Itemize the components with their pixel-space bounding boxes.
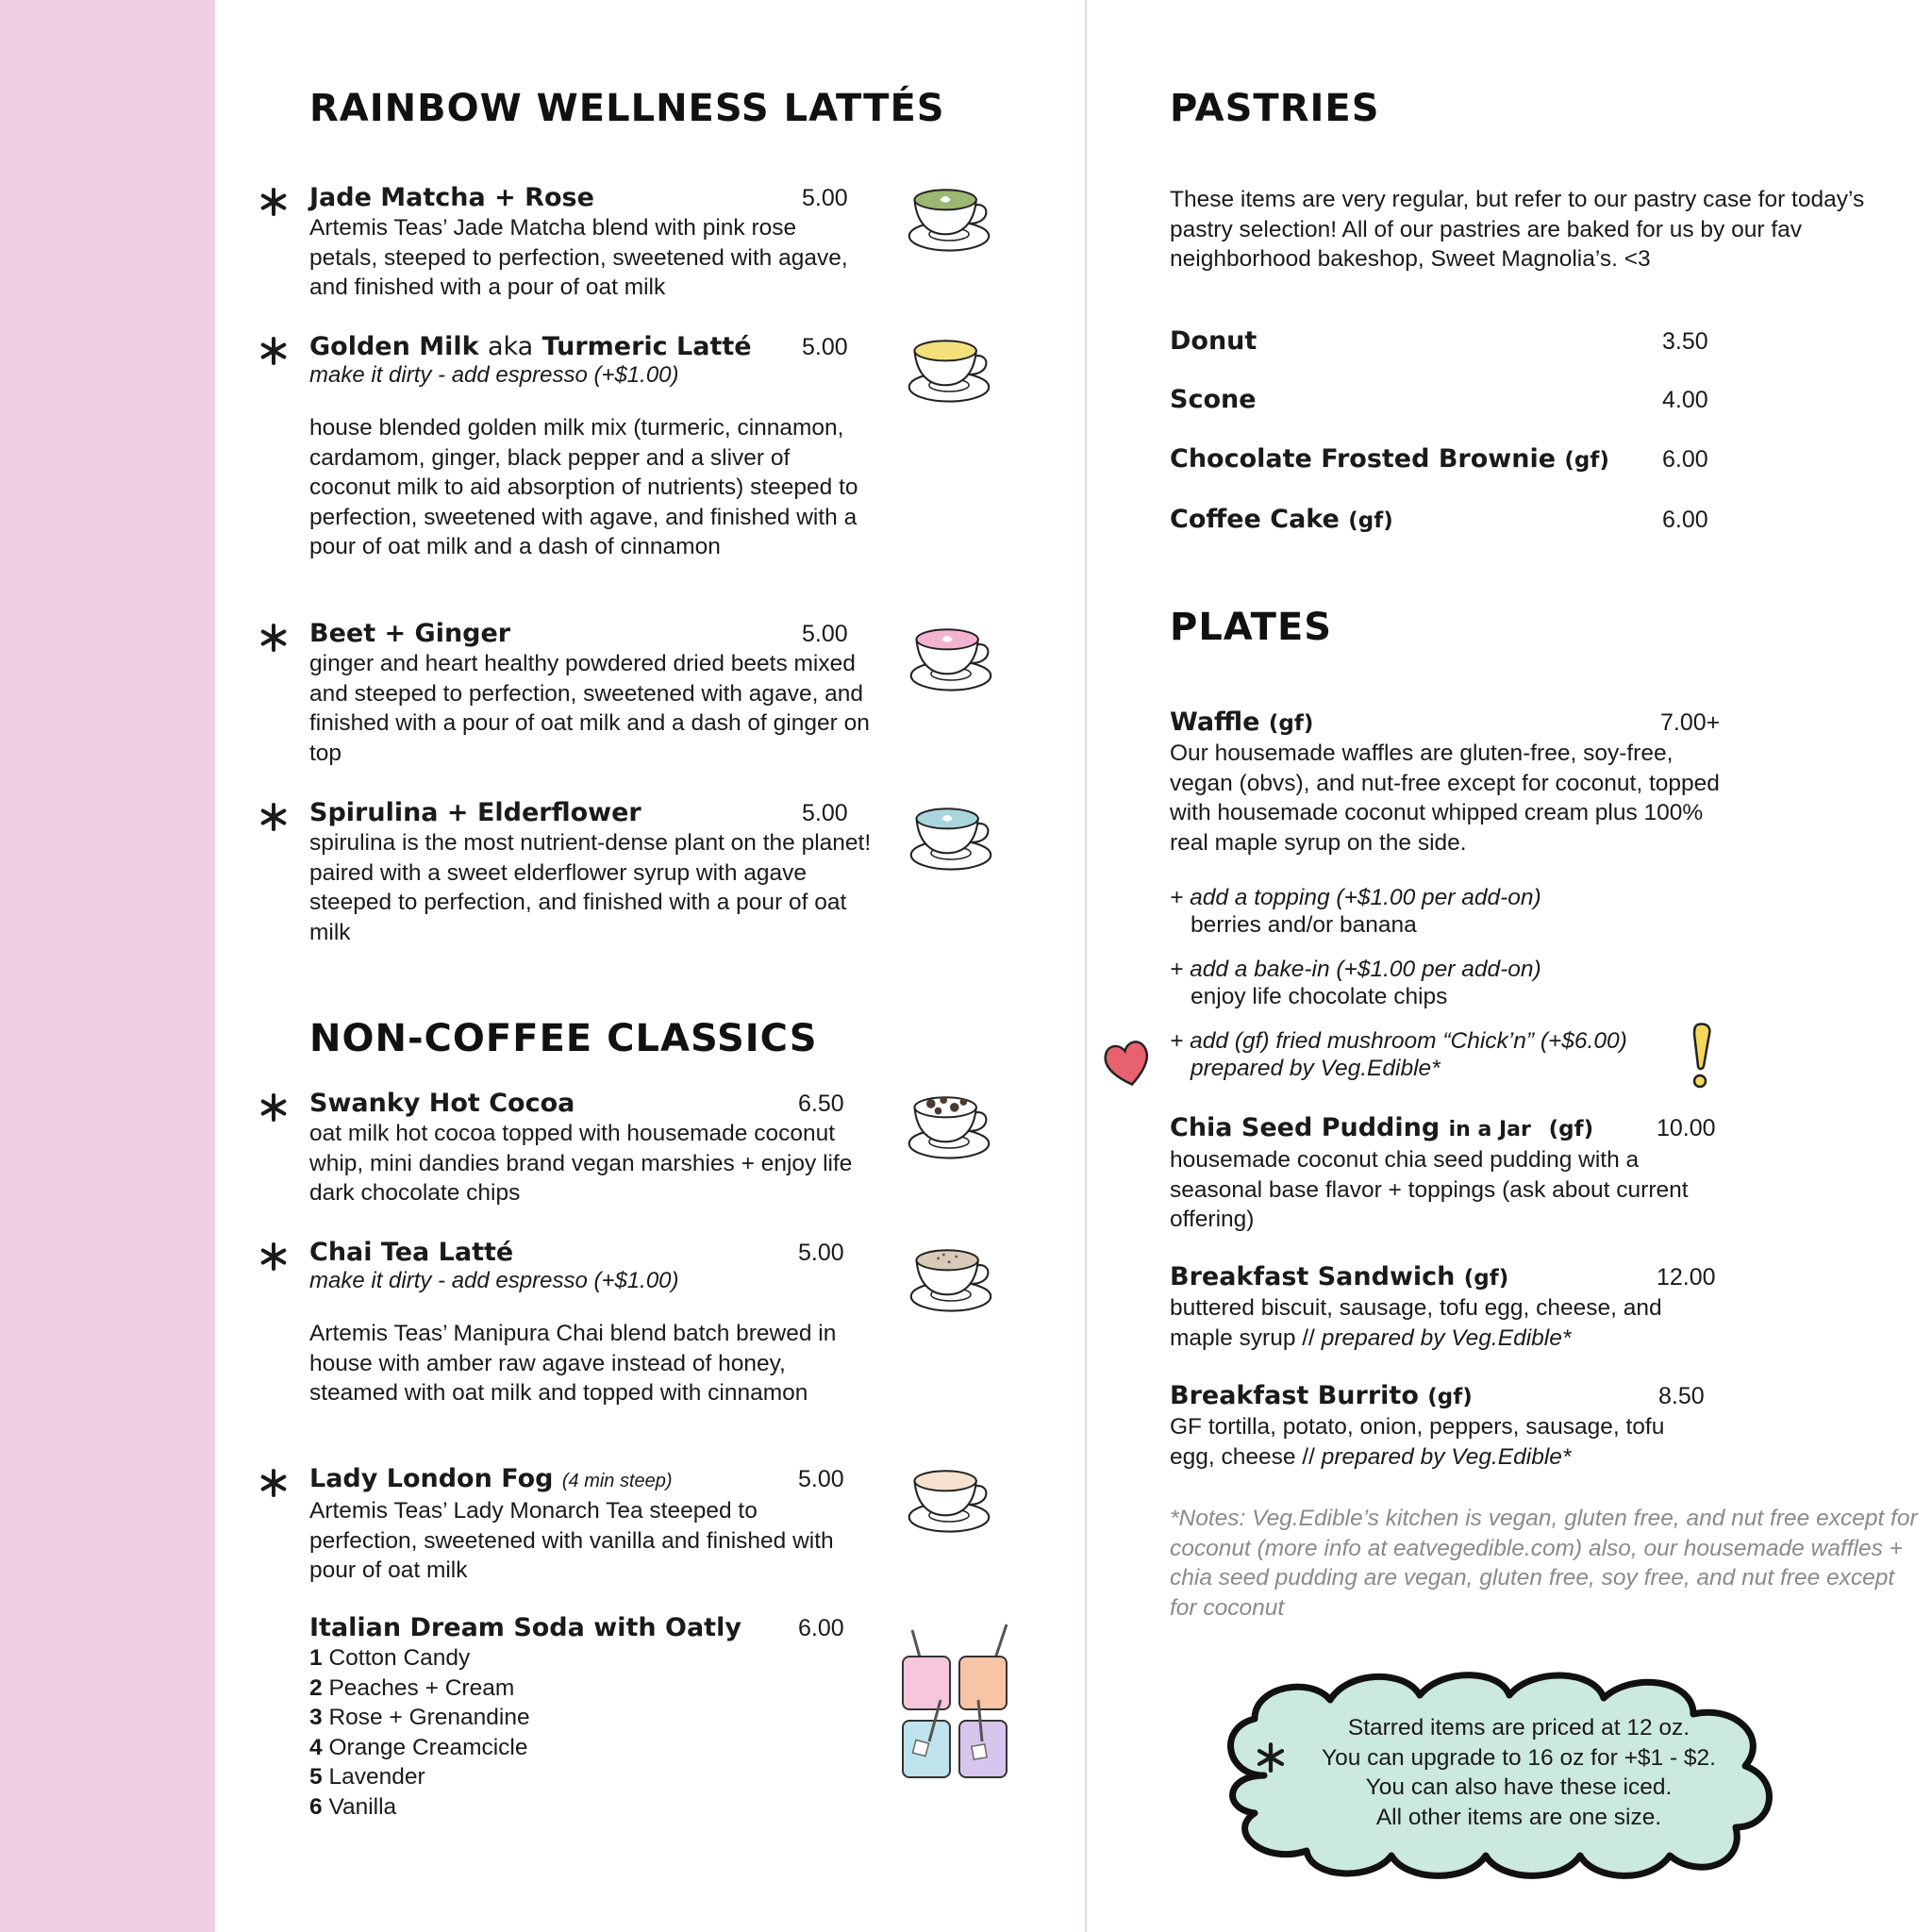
- flavor-option: 2 Peaches + Cream: [309, 1674, 515, 1701]
- addon-detail: berries and/or banana: [1191, 911, 1417, 938]
- flavor-option: 3 Rose + Grenandine: [309, 1705, 530, 1730]
- pastry-price: 6.00: [1662, 446, 1708, 473]
- addon-bake-in: [1170, 955, 1541, 1009]
- item-price: 5.00: [802, 621, 848, 647]
- pastry-row: [1170, 385, 1717, 417]
- item-price: 5.00: [802, 185, 848, 211]
- spirulina-latte-cup-icon: [906, 798, 996, 875]
- menu-item-beet-ginger: [309, 619, 894, 768]
- item-name: Breakfast Sandwich: [1170, 1262, 1456, 1291]
- item-name-aka: aka: [487, 332, 534, 361]
- addon-topping: [1170, 883, 1541, 938]
- item-name: Lady London Fog: [309, 1464, 554, 1493]
- item-tag: (gf): [1427, 1385, 1473, 1409]
- item-name: Italian Dream Soda with Oatly: [309, 1613, 741, 1642]
- matcha-latte-cup-icon: [904, 179, 994, 257]
- london-fog-cup-icon: [904, 1460, 994, 1538]
- addon-detail: enjoy life chocolate chips: [1191, 983, 1448, 1009]
- pricing-note-line: You can also have these iced.: [1365, 1774, 1673, 1800]
- star-icon: [258, 336, 289, 366]
- exclamation-icon: [1687, 1021, 1717, 1094]
- pastry-price: 4.00: [1662, 387, 1708, 413]
- addon-title: + add (gf) fried mushroom “Chick’n” (+$6.00): [1170, 1028, 1627, 1054]
- item-prepared-by: prepared by Veg.Edible*: [1321, 1443, 1572, 1470]
- item-description: GF tortilla, potato, onion, peppers, sausage, tofu egg, cheese //: [1170, 1414, 1665, 1470]
- pastries-intro: These items are very regular, but refer to our pastry case for today’s pastry selection! All of our pastries are baked for us by our fav neighborhood bakeshop, Sweet Magnolia’s. <3: [1170, 187, 1865, 272]
- flavor-option: 4 Orange Creamcicle: [309, 1734, 528, 1760]
- menu-item-chia-pudding: [1170, 1113, 1755, 1235]
- item-addon-note: make it dirty - add espresso (+$1.00): [309, 362, 679, 388]
- item-description: oat milk hot cocoa topped with housemade coconut whip, mini dandies brand vegan marshies + enjoy life dark chocolate chips: [309, 1121, 853, 1206]
- left-sidebar-band: [0, 0, 215, 1932]
- pastry-row: [1170, 444, 1717, 476]
- pricing-note-text: [1274, 1713, 1764, 1832]
- pastry-name: Coffee Cake: [1170, 505, 1340, 534]
- menu-item-hot-cocoa: [309, 1089, 875, 1208]
- item-tag: (gf): [1548, 1117, 1594, 1141]
- item-name: Swanky Hot Cocoa: [309, 1089, 575, 1118]
- flavor-option: 1 Cotton Candy: [309, 1645, 471, 1671]
- item-name: Spirulina + Elderflower: [309, 798, 641, 827]
- item-price: 5.00: [802, 334, 848, 360]
- pricing-note-line: All other items are one size.: [1375, 1804, 1662, 1830]
- menu-item-lady-london-fog: [309, 1464, 875, 1586]
- item-price: 6.50: [798, 1091, 844, 1117]
- item-price: 7.00+: [1660, 709, 1721, 736]
- item-price: 5.00: [798, 1466, 844, 1492]
- item-description: ginger and heart healthy powdered dried beets mixed and steeped to perfection, sweetened with agave, and finished with a pour of oat milk and a dash of ginger on top: [309, 651, 870, 766]
- item-price: 5.00: [798, 1240, 844, 1266]
- kitchen-notes: *Notes: Veg.Edible’s kitchen is vegan, gluten free, and nut free except for coconut (more info at eatvegedible.com) also, our housemade waffles + chia seed pudding are vegan, gluten free, soy free, and nut free except for coconut: [1170, 1506, 1918, 1621]
- menu-item-chai-tea-latte: [309, 1238, 875, 1408]
- pastry-price: 6.00: [1662, 507, 1708, 533]
- star-icon: [258, 623, 289, 653]
- heart-icon: [1102, 1034, 1153, 1091]
- item-price: 6.00: [798, 1615, 844, 1641]
- item-name: Waffle: [1170, 708, 1260, 737]
- item-name: Jade Matcha + Rose: [309, 183, 594, 212]
- item-price: 12.00: [1657, 1264, 1716, 1291]
- item-description: spirulina is the most nutrient-dense plant on the planet! paired with a sweet elderflower syrup with agave steeped to perfection, and finished with a pour of oat milk: [309, 830, 872, 945]
- item-name-alt: Turmeric Latté: [541, 332, 752, 361]
- pastries-heading: PASTRIES: [1170, 87, 1380, 130]
- menu-item-italian-soda: [309, 1613, 875, 1822]
- item-steep-note: (4 min steep): [561, 1471, 673, 1491]
- addon-detail: prepared by Veg.Edible*: [1191, 1055, 1441, 1081]
- pastry-name: Scone: [1170, 385, 1257, 414]
- item-description: house blended golden milk mix (turmeric, cinnamon, cardamom, ginger, black pepper and a sliver of coconut milk to aid absorption of nutrients) steeped to perfection, sweetened with agave, and finished with a pour of oat milk and a dash of cinnamon: [309, 415, 858, 559]
- pastry-name: Donut: [1170, 326, 1257, 356]
- addon-title: + add a bake-in (+$1.00 per add-on): [1170, 957, 1541, 982]
- star-icon: [258, 1241, 289, 1272]
- item-price: 8.50: [1658, 1383, 1705, 1409]
- pricing-note-line: Starred items are priced at 12 oz.: [1347, 1715, 1690, 1740]
- lattes-heading: RAINBOW WELLNESS LATTÉS: [309, 87, 945, 130]
- menu-item-jade-matcha: [309, 183, 875, 303]
- item-name: Chai Tea Latté: [309, 1238, 514, 1267]
- item-description: Artemis Teas’ Jade Matcha blend with pink rose petals, steeped to perfection, sweetened with agave, and finished with a pour of oat milk: [309, 215, 848, 300]
- classics-heading: NON-COFFEE CLASSICS: [309, 1017, 818, 1060]
- item-tag: (gf): [1463, 1266, 1509, 1291]
- page-divider: [1085, 0, 1087, 1932]
- star-icon: [258, 1092, 289, 1123]
- pastry-row: [1170, 326, 1717, 358]
- flavor-option: 5 Lavender: [309, 1764, 425, 1790]
- chai-latte-cup-icon: [906, 1240, 996, 1317]
- addon-title: + add a topping (+$1.00 per add-on): [1170, 885, 1541, 910]
- item-price: 10.00: [1657, 1115, 1716, 1141]
- hot-cocoa-cup-icon: [904, 1087, 994, 1164]
- item-name: Chia Seed Pudding: [1170, 1113, 1441, 1142]
- item-addon-note: make it dirty - add espresso (+$1.00): [309, 1268, 679, 1293]
- menu-item-waffle: [1170, 708, 1755, 858]
- menu-item-golden-milk: [309, 332, 875, 562]
- menu-item-breakfast-burrito: [1170, 1381, 1755, 1472]
- pastry-name: Chocolate Frosted Brownie: [1170, 444, 1557, 474]
- flavor-option: 6 Vanilla: [309, 1793, 397, 1820]
- pastry-tag: (gf): [1348, 508, 1393, 533]
- plates-heading: PLATES: [1170, 606, 1333, 649]
- item-description: Artemis Teas’ Lady Monarch Tea steeped to perfection, sweetened with vanilla and finished with pour of oat milk: [309, 1498, 834, 1583]
- item-name-suffix: in a Jar: [1448, 1118, 1531, 1141]
- item-description: Artemis Teas’ Manipura Chai blend batch brewed in house with amber raw agave instead of honey, steamed with oat milk and topped with cinnamon: [309, 1321, 837, 1406]
- item-name: Golden Milk: [309, 332, 479, 361]
- pastry-price: 3.50: [1662, 328, 1708, 355]
- pastry-row: [1170, 505, 1717, 537]
- item-description: buttered biscuit, sausage, tofu egg, cheese, and maple syrup //: [1170, 1295, 1662, 1351]
- menu-item-spirulina-elderflower: [309, 798, 894, 947]
- star-icon: [258, 1468, 289, 1498]
- item-name: Beet + Ginger: [309, 619, 511, 648]
- pricing-note-line: You can upgrade to 16 oz for +$1 - $2.: [1322, 1744, 1716, 1771]
- soda-jars-icon: [891, 1619, 1014, 1794]
- item-description: Our housemade waffles are gluten-free, soy-free, vegan (obvs), and nut-free except for coconut, topped with housemade coconut whipped cream plus 100% real maple syrup on the side.: [1170, 741, 1720, 856]
- star-icon: [258, 802, 289, 832]
- item-tag: (gf): [1268, 711, 1314, 736]
- item-price: 5.00: [802, 800, 848, 826]
- star-icon: [258, 187, 289, 217]
- pastry-tag: (gf): [1564, 448, 1609, 473]
- beet-latte-cup-icon: [906, 619, 996, 696]
- item-description: housemade coconut chia seed pudding with a seasonal base flavor + toppings (ask about current offering): [1170, 1147, 1689, 1232]
- item-name: Breakfast Burrito: [1170, 1381, 1419, 1410]
- addon-chickn: [1170, 1026, 1627, 1081]
- menu-item-breakfast-sandwich: [1170, 1262, 1755, 1353]
- item-prepared-by: prepared by Veg.Edible*: [1321, 1324, 1572, 1351]
- golden-milk-cup-icon: [904, 330, 994, 408]
